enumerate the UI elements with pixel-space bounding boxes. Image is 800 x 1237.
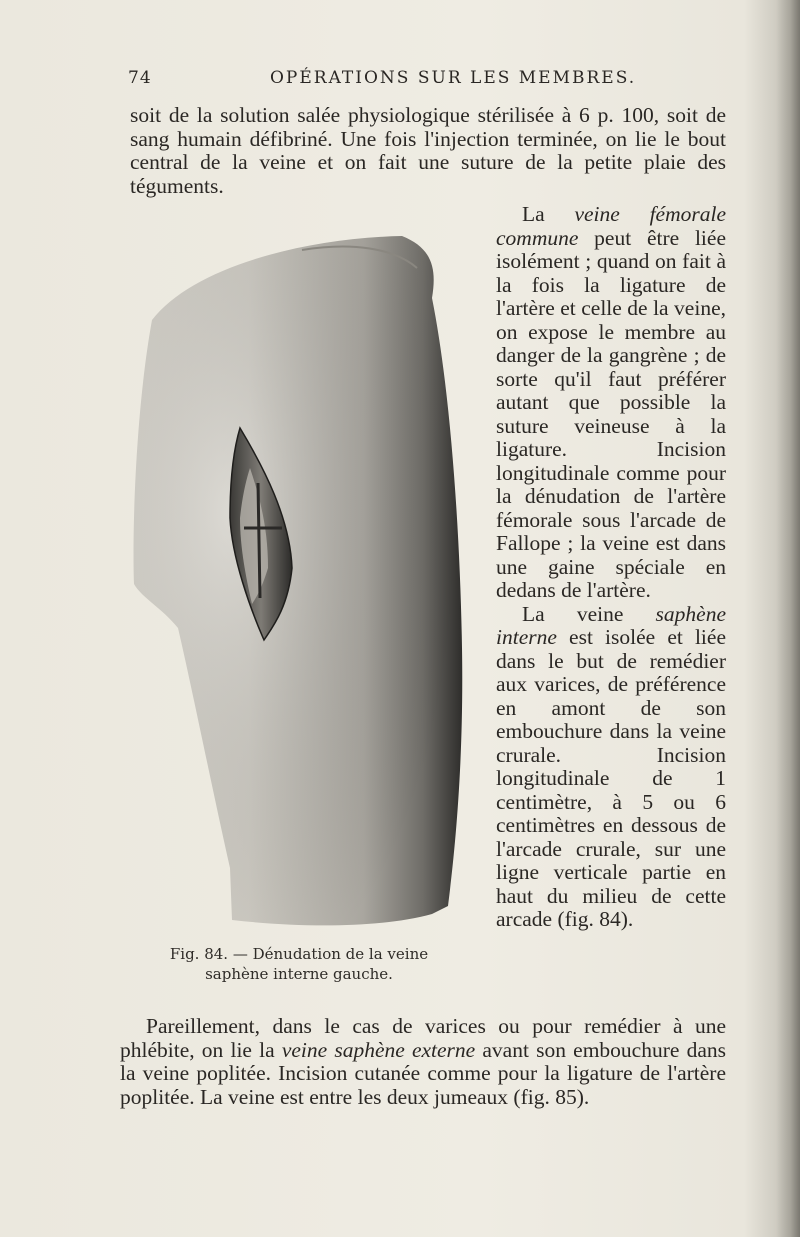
paragraph-saphene-interne: La veine saphène interne est isolée et liée dans le but de remédier aux varices, de préférence en amont de son embouchure dans la veine crurale. Incision longitudinale de 1 centimètre, à 5 ou 6 centimètres en dessous de l'arcade crurale, sur une ligne verticale partie en haut du milieu de cette arcade (fig. 84). bbox=[496, 601, 726, 931]
term-saphene-externe: veine saphène externe bbox=[281, 1037, 476, 1062]
caption-line-1: Fig. 84. — Dénudation de la veine bbox=[169, 945, 429, 963]
paragraph-bottom: Pareillement, dans le cas de varices ou pour remédier à une phlébite, on lie la veine saphène externe avant son embouchure dans la veine poplitée. Incision cutanée comme pour la ligature de l'artère poplitée. La veine est entre les deux jumeaux (fig. 85). bbox=[120, 1014, 726, 1109]
term-veine-femorale: veine fémorale commune bbox=[496, 202, 726, 250]
paragraph-top: soit de la solution salée physiologique stérilisée à 6 p. 100, soit de sang humain défibriné. Une fois l'injection terminée, on lie le bout central de la veine et on fait une suture de la petite plaie des téguments. bbox=[130, 103, 726, 198]
right-column bbox=[496, 203, 726, 932]
term-saphene-interne: saphène interne bbox=[496, 601, 726, 649]
figure-84-illustration bbox=[132, 228, 472, 938]
page-edge-shadow bbox=[776, 0, 800, 1237]
caption-line-2: saphène interne gauche. bbox=[205, 965, 393, 983]
running-title: OPÉRATIONS SUR LES MEMBRES. bbox=[270, 68, 637, 88]
page-number: 74 bbox=[128, 68, 152, 88]
paragraph-femorale: La veine fémorale commune peut être liée isolément ; quand on fait à la fois la ligature de l'artère et celle de la veine, on expose le membre au danger de la gangrène ; de sorte qu'il faut préférer autant que possible la suture veineuse à la ligature. Incision longitudinale comme pour la dénudation de l'artère fémorale sous l'arcade de Fallope ; la veine est dans une gaine spéciale en dedans de l'artère. bbox=[496, 202, 726, 602]
running-header bbox=[128, 68, 728, 96]
figure-caption bbox=[134, 944, 464, 984]
